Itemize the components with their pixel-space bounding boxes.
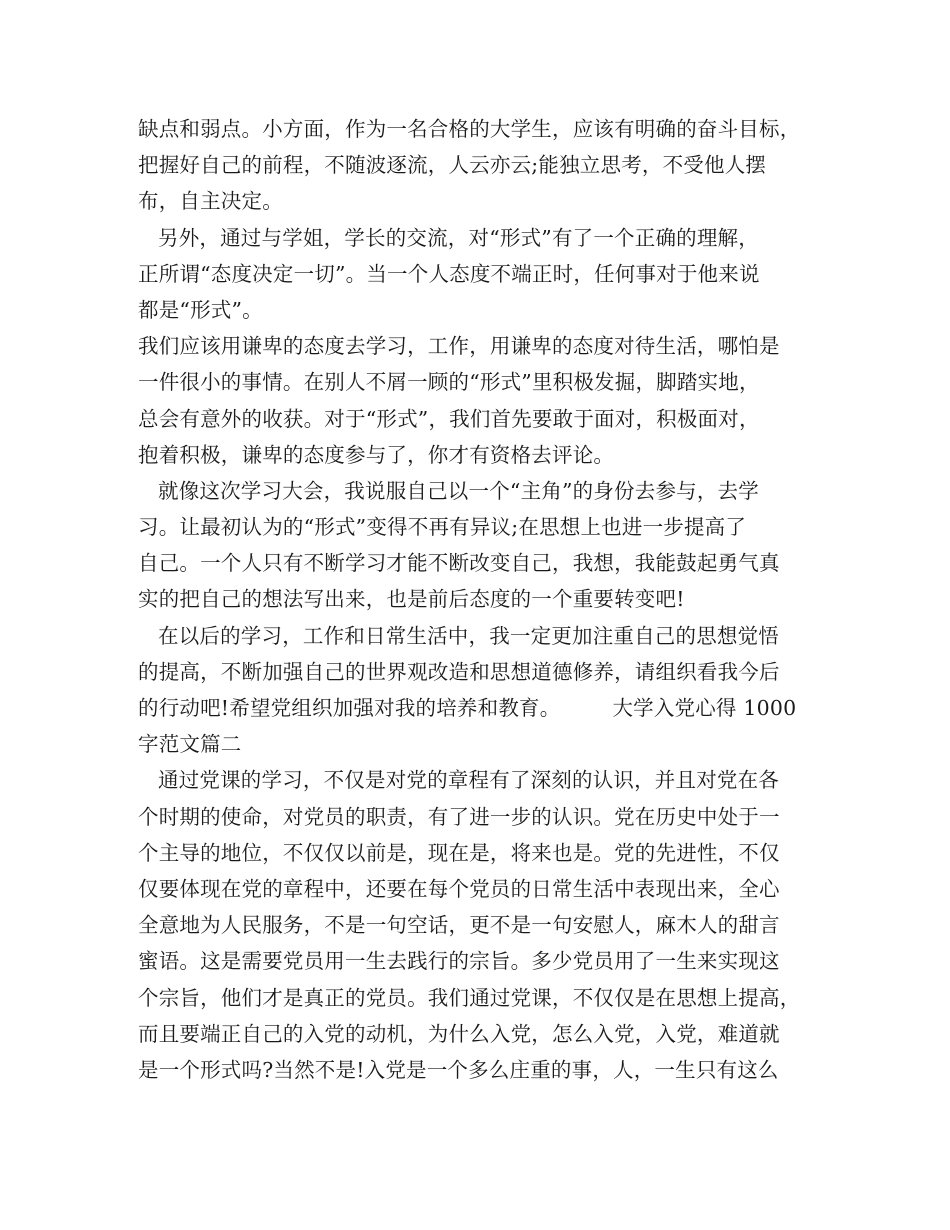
text-line: 正所谓“态度决定一切”。当一个人态度不端正时，任何事对于他来说 <box>138 261 760 286</box>
text-line: 我们应该用谦卑的态度去学习，工作，用谦卑的态度对待生活，哪怕是 <box>138 334 780 359</box>
text-line: 蜜语。这是需要党员用一生去践行的宗旨。多少党员用了一生来实现这 <box>138 949 780 974</box>
paragraph-start-line: 就像这次学习大会，我说服自己以一个“主角”的身份去参与，去学 <box>158 478 759 503</box>
section-heading: 大学入党心得 1000 <box>612 696 797 720</box>
text-line: 缺点和弱点。小方面，作为一名合格的大学生，应该有明确的奋斗目标， <box>138 117 801 141</box>
text-line: 个时期的使命，对党员的职责，有了进一步的认识。党在历史中处于一 <box>138 804 780 829</box>
text-line: 把握好自己的前程，不随波逐流，人云亦云;能独立思考，不受他人摆 <box>138 153 767 178</box>
text-line: 抱着积极，谦卑的态度参与了，你才有资格去评论。 <box>138 442 615 467</box>
text-line: 个主导的地位，不仅仅以前是，现在是，将来也是。党的先进性，不仅 <box>138 840 780 865</box>
text-line: 个宗旨，他们才是真正的党员。我们通过党课，不仅仅是在思想上提高， <box>138 985 801 1010</box>
text-line: 全意地为人民服务，不是一句空话，更不是一句安慰人，麻木人的甜言 <box>138 913 780 938</box>
text-line <box>138 690 838 726</box>
text-line: 自己。一个人只有不断学习才能不断改变自己，我想，我能鼓起勇气真 <box>138 551 780 576</box>
text-line: 总会有意外的收获。对于“形式”，我们首先要敢于面对，积极面对， <box>138 406 760 431</box>
text-line: 实的把自己的想法写出来，也是前后态度的一个重要转变吧! <box>138 587 685 612</box>
text-line: 是一个形式吗?当然不是!入党是一个多么庄重的事，人，一生只有这么 <box>138 1057 779 1082</box>
text-line: 仅要体现在党的章程中，还要在每个党员的日常生活中表现出来，全心 <box>138 876 780 901</box>
paragraph-start-line: 在以后的学习，工作和日常生活中，我一定更加注重自己的思想觉悟 <box>158 623 779 648</box>
text-line: 的提高，不断加强自己的世界观改造和思想道德修养，请组织看我今后 <box>138 659 780 684</box>
text-segment: 的行动吧!希望党组织加强对我的培养和教育。 <box>138 696 561 720</box>
text-line: 习。让最初认为的“形式”变得不再有异议;在思想上也进一步提高了 <box>138 515 747 540</box>
paragraph-start-line: 另外，通过与学姐，学长的交流，对“形式”有了一个正确的理解， <box>158 225 759 250</box>
document-body <box>138 111 838 1088</box>
text-line: 一件很小的事情。在别人不屑一顾的“形式”里积极发掘，脚踏实地， <box>138 370 760 395</box>
paragraph-start-line: 通过党课的学习，不仅是对党的章程有了深刻的认识，并且对党在各 <box>158 768 779 793</box>
text-line: 而且要端正自己的入党的动机，为什么入党，怎么入党，入党，难道就 <box>138 1021 780 1046</box>
text-line: 都是“形式”。 <box>138 297 263 322</box>
text-line: 布，自主决定。 <box>138 189 283 214</box>
section-heading-continued: 字范文篇二 <box>138 732 242 757</box>
